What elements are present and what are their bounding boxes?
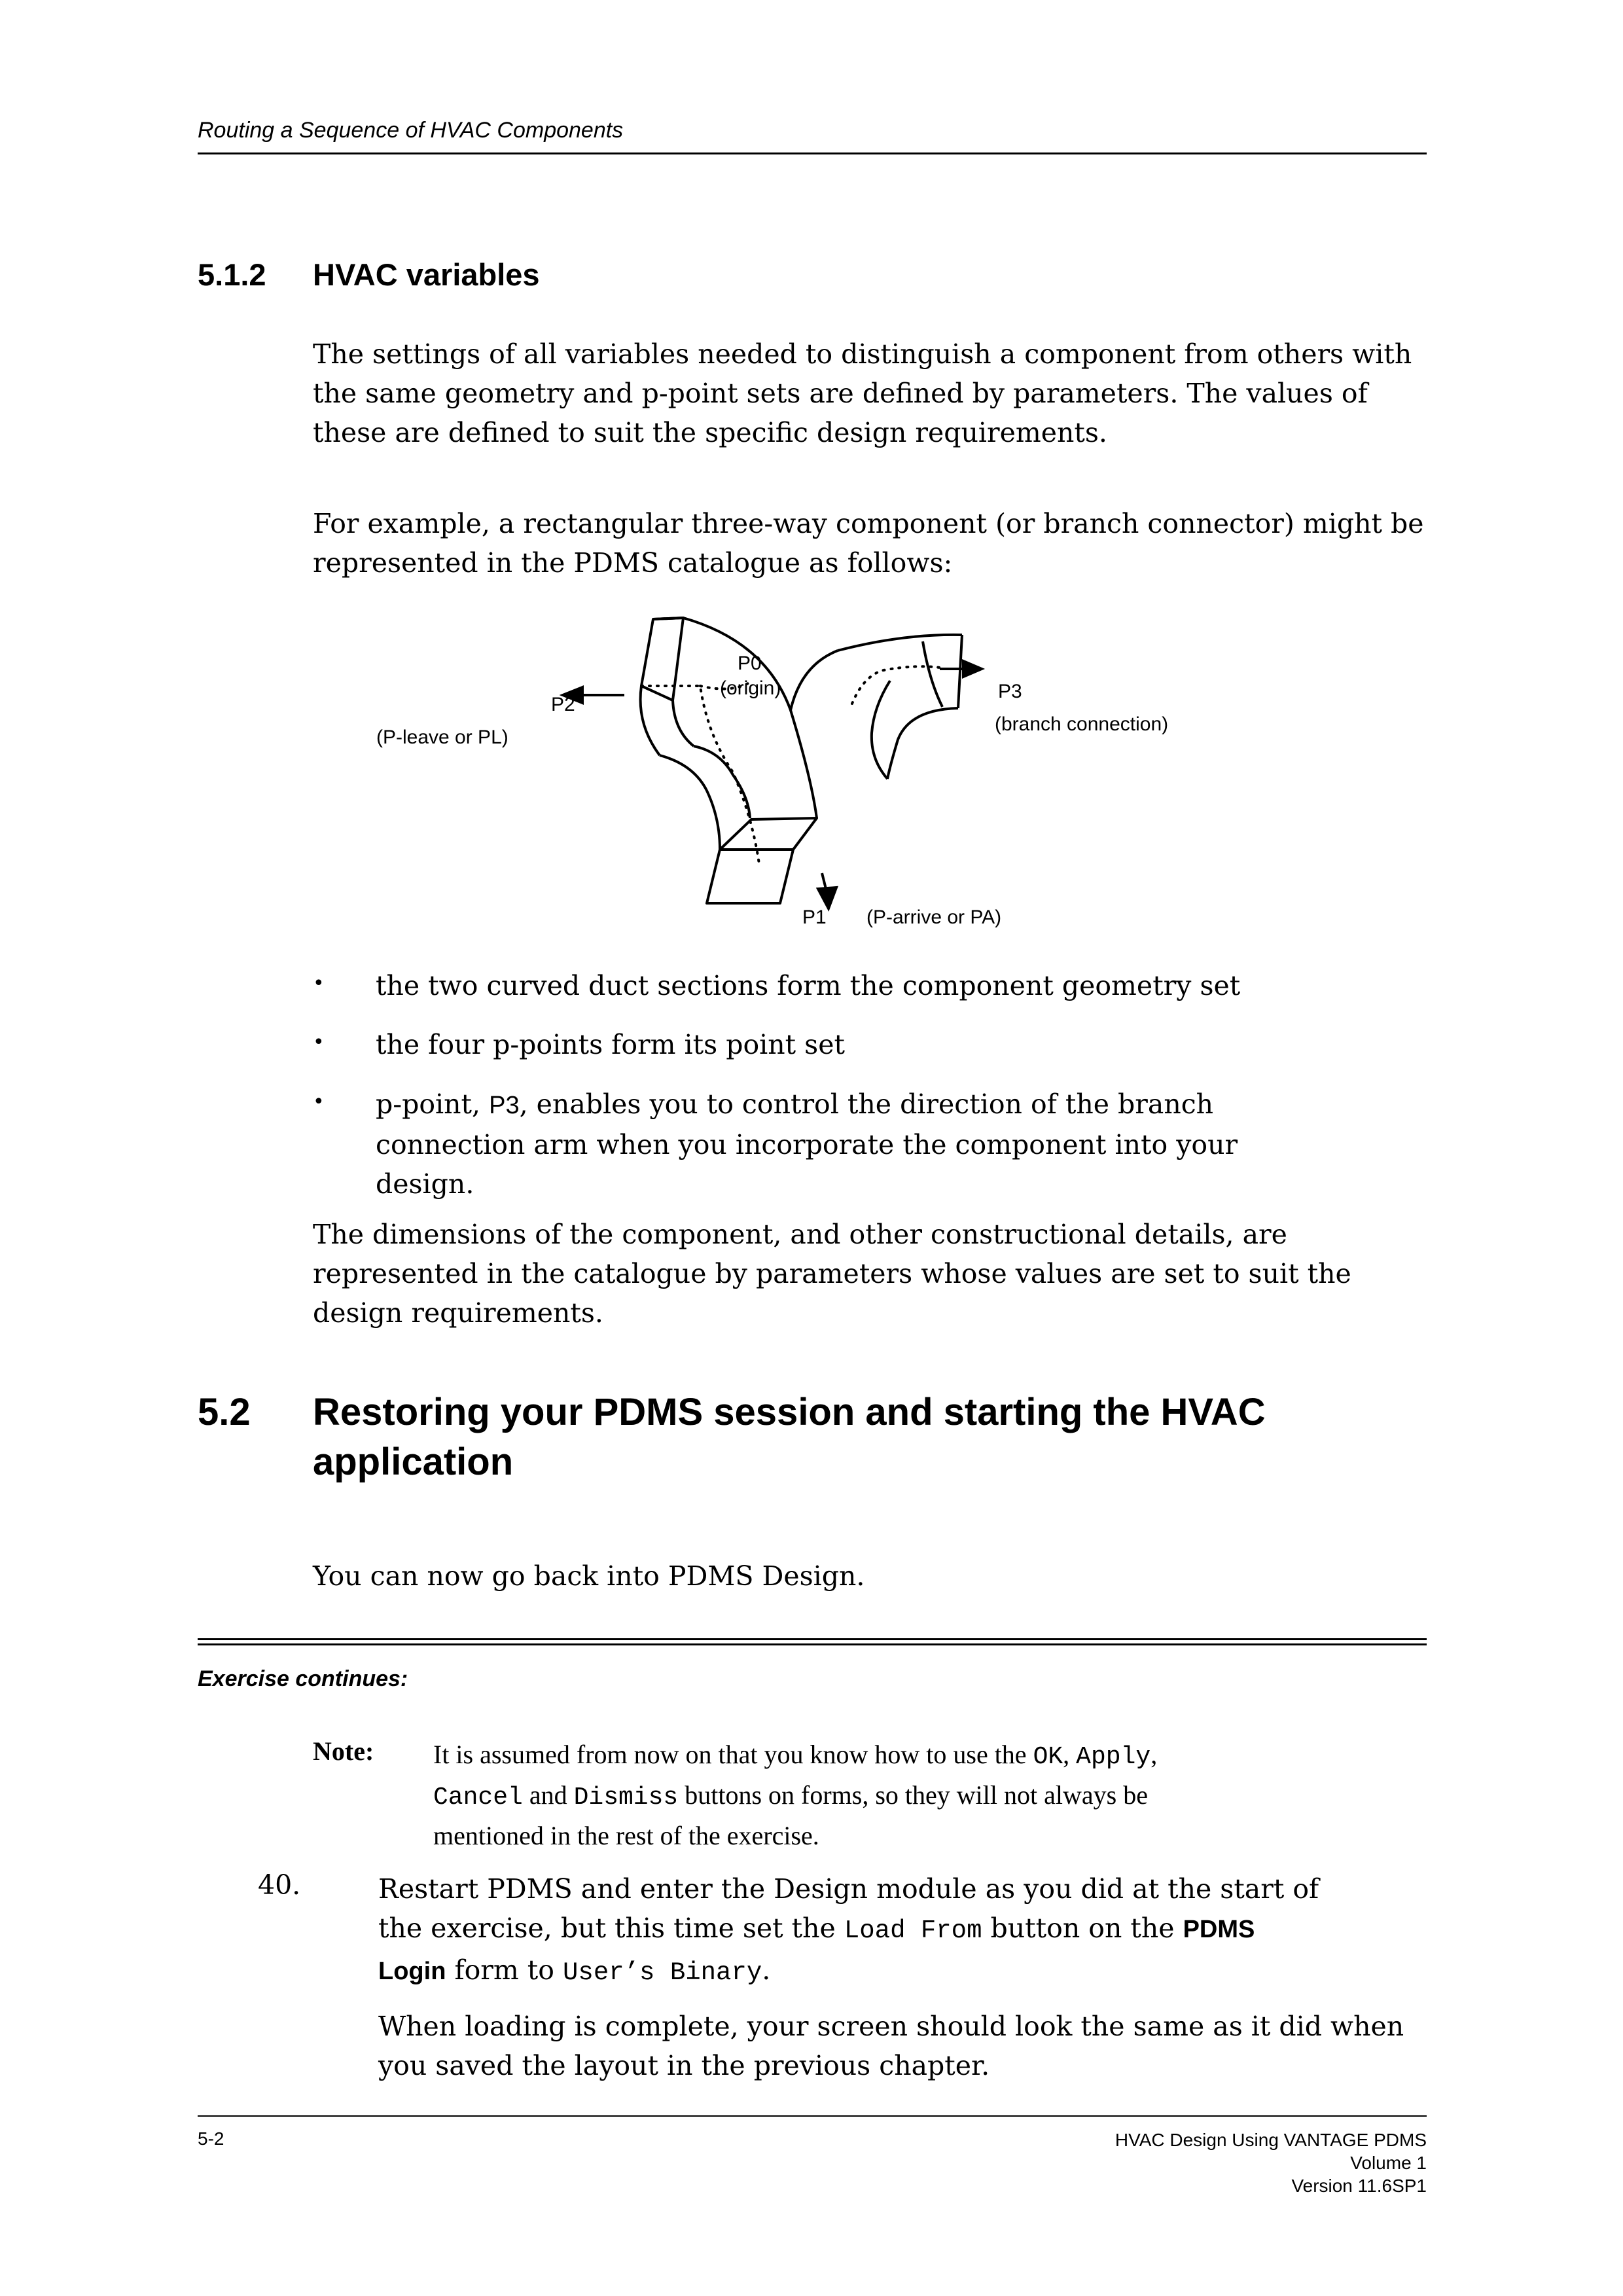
left-bend-face [653, 618, 683, 700]
step-40-line-2: the exercise, but this time set the [378, 1912, 844, 1944]
arrow-p3-head [963, 661, 982, 677]
paragraph-example: For example, a rectangular three-way component (or branch connector) might be represented in the PDMS catalogue as follows: [313, 508, 1424, 579]
arrow-p1-shaft [822, 873, 826, 889]
cancel-code: Cancel [433, 1784, 523, 1812]
bottom-box-front [707, 850, 793, 903]
branch-connection-label: (branch connection) [995, 713, 1169, 735]
bullet-marker: • [313, 1031, 325, 1054]
centerline-branch [852, 666, 940, 704]
note-text-1: It is assumed from now on that you know how to use the [433, 1740, 1033, 1769]
branch-side [872, 681, 890, 779]
three-way-component-figure [366, 602, 1250, 942]
branch-end [958, 635, 962, 708]
step-40-line-3: form to [446, 1954, 563, 1986]
bullet-p3 [376, 1085, 1455, 1204]
note-text [433, 1736, 1369, 1855]
section-number: 5.1.2 [198, 257, 266, 292]
running-head: Routing a Sequence of HVAC Components [198, 118, 624, 143]
page-number: 5-2 [198, 2128, 224, 2149]
left-bend-inner-2 [673, 700, 694, 746]
step-40-followup: When loading is complete, your screen should look the same as it did when you saved the layout in the previous chapter. [378, 2011, 1404, 2081]
p3-label: P3 [998, 681, 1022, 702]
section-title-line-2: application [313, 1441, 514, 1483]
step-40-text [378, 1869, 1432, 1992]
section-title: HVAC variables [313, 257, 540, 292]
dismiss-code: Dismiss [573, 1784, 679, 1812]
note-comma: , [1063, 1740, 1077, 1769]
p1-label: P1 [802, 906, 827, 928]
footer-version: Version 11.6SP1 [1291, 2176, 1427, 2196]
bottom-box-top [720, 818, 817, 850]
origin-label: (origin) [720, 677, 781, 699]
p0-label: P0 [738, 653, 762, 674]
p3-code: P3 [489, 1092, 520, 1119]
footer-rule [198, 2115, 1427, 2117]
header-rule [198, 152, 1427, 154]
exercise-rule-bottom [198, 1643, 1427, 1645]
left-bend-end-face [641, 686, 673, 700]
left-bend-inner [641, 686, 660, 755]
section-number: 5.2 [198, 1391, 251, 1433]
users-binary-code: User’s Binary [563, 1958, 762, 1987]
back-curve [660, 755, 720, 850]
note-text-3: mentioned in the rest of the exercise. [433, 1821, 819, 1850]
bullet-marker: • [313, 972, 325, 995]
centerline-p2-p1 [641, 686, 759, 864]
bullet-p3-line-3: design. [376, 1168, 474, 1200]
note-and: and [522, 1780, 574, 1810]
branch-lower [887, 708, 958, 779]
branch-top [838, 635, 962, 651]
step-40-line-1: Restart PDMS and enter the Design module as you did at the start of [378, 1873, 1319, 1905]
pdms-bold: PDMS [1183, 1916, 1255, 1943]
bullet-p3-line-2: connection arm when you incorporate the component into your [376, 1129, 1238, 1160]
bullet-p3-text-1: p-point, [376, 1088, 490, 1120]
note-text-2: buttons on forms, so they will not always be [678, 1780, 1148, 1810]
p2-label: P2 [551, 694, 575, 715]
p-leave-label: (P-leave or PL) [376, 726, 508, 748]
note-label: Note: [313, 1736, 374, 1766]
paragraph-dimensions: The dimensions of the component, and other constructional details, are represented in the catalogue by parameters whose values are set to suit the design requirements. [313, 1219, 1351, 1329]
apply-code: Apply [1076, 1743, 1151, 1771]
outer-curve [683, 618, 817, 818]
load-from-code: Load From [844, 1916, 982, 1945]
ok-code: OK [1033, 1743, 1063, 1771]
p-arrive-label: (P-arrive or PA) [866, 906, 1002, 928]
bullet-geometry-set: the two curved duct sections form the component geometry set [376, 970, 1241, 1001]
arrow-p1-head [818, 888, 836, 908]
step-number: 40. [258, 1869, 301, 1901]
section-title-line-1: Restoring your PDMS session and starting the HVAC [313, 1391, 1266, 1433]
bullet-p3-text-2: , enables you to control the direction of the branch [519, 1088, 1214, 1120]
bullet-point-set: the four p-points form its point set [376, 1029, 845, 1060]
login-bold: Login [378, 1958, 446, 1985]
note-comma-2: , [1150, 1740, 1158, 1769]
paragraph-go-back: You can now go back into PDMS Design. [313, 1560, 865, 1592]
centerlines [641, 666, 940, 864]
duct-geometry [641, 618, 962, 903]
paragraph-intro: The settings of all variables needed to distinguish a component from others with the same geometry and p-point sets are defined by parameters. The values of these are defined to suit the specific design requirements. [313, 338, 1412, 448]
step-40-line-2b: button on the [982, 1912, 1183, 1944]
branch-inner [791, 651, 838, 710]
section-title [313, 1388, 1438, 1487]
bullet-marker: • [313, 1090, 325, 1113]
footer-volume: Volume 1 [1350, 2153, 1427, 2173]
component-diagram [366, 602, 1250, 942]
step-40-period: . [762, 1954, 771, 1986]
branch-face [923, 641, 942, 707]
exercise-rule-top [198, 1638, 1427, 1640]
exercise-continues-label: Exercise continues: [198, 1666, 408, 1691]
footer-info [982, 2128, 1427, 2197]
footer-title: HVAC Design Using VANTAGE PDMS [1115, 2130, 1427, 2150]
